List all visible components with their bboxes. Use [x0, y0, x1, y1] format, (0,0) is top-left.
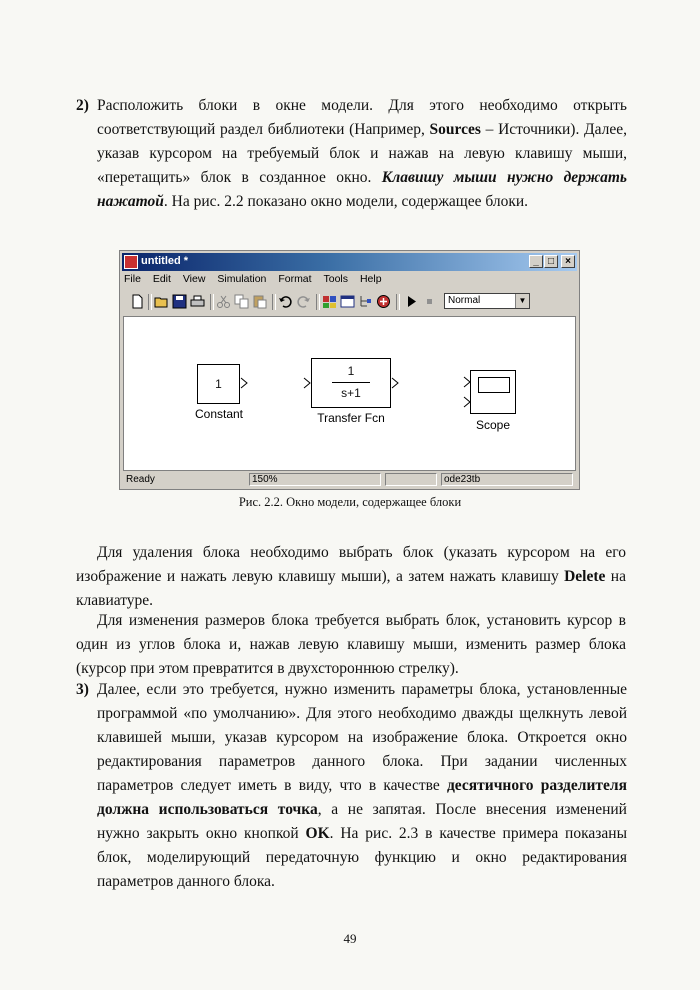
menu-file[interactable]: File	[124, 273, 141, 285]
print-icon[interactable]	[190, 294, 205, 309]
stop-icon[interactable]	[422, 294, 437, 309]
close-button[interactable]: ×	[561, 255, 575, 268]
text-bold: Delete	[564, 568, 606, 585]
debug-icon[interactable]	[376, 294, 391, 309]
run-icon[interactable]	[404, 294, 419, 309]
constant-block[interactable]	[197, 364, 240, 404]
minimize-button[interactable]: _	[529, 255, 543, 268]
menu-simulation[interactable]: Simulation	[217, 273, 267, 285]
toolbar	[124, 291, 575, 313]
transfer-fcn-label: Transfer Fcn	[317, 411, 385, 425]
undo-icon[interactable]	[278, 294, 293, 309]
menu-bar	[124, 273, 391, 289]
status-state: Ready	[126, 474, 155, 485]
figure-caption: Рис. 2.2. Окно модели, содержащее блоки	[238, 495, 462, 509]
title-bar[interactable]	[122, 253, 577, 271]
text-run: , а не запятая. После внесения изменений нужно закрыть окно кнопкой	[97, 801, 627, 842]
text-run: на клавиатуре.	[76, 568, 626, 609]
status-empty	[385, 473, 437, 486]
toolbar-separator	[148, 294, 152, 310]
text-run: Для удаления блока необходимо выбрать блок (указать курсором на его изображение и нажать левую клавишу мыши), а затем нажать клавишу	[76, 544, 626, 585]
menu-format[interactable]: Format	[278, 273, 312, 285]
model-canvas[interactable]	[123, 316, 576, 471]
paragraph-delete	[76, 541, 626, 613]
save-icon[interactable]	[172, 294, 187, 309]
open-icon[interactable]	[154, 294, 169, 309]
cut-icon[interactable]	[216, 294, 231, 309]
simulink-model-window	[119, 250, 580, 490]
toolbar-separator	[210, 294, 214, 310]
toolbar-separator	[396, 294, 400, 310]
constant-label: Constant	[194, 407, 244, 421]
copy-icon[interactable]	[234, 294, 249, 309]
list-number: 3)	[76, 681, 89, 698]
text-bold: OK	[305, 825, 330, 842]
menu-edit[interactable]: Edit	[152, 273, 171, 285]
menu-tools[interactable]: Tools	[323, 273, 349, 285]
hierarchy-icon[interactable]	[358, 294, 373, 309]
scope-label: Scope	[475, 418, 511, 432]
list-item-text	[97, 94, 627, 214]
text-run: Далее, если это требуется, нужно изменить параметры блока, установленные программой «по умолчанию». Для этого необходимо дважды щелкнуть левой клавишей мыши, указав курсором на изображение блока. Откроется окно редактирования параметров данного блока. При задании численных параметров следует иметь в виду, что в качестве	[97, 681, 627, 794]
status-zoom: 150%	[249, 473, 381, 486]
transfer-fcn-block[interactable]	[311, 358, 391, 408]
chevron-down-icon[interactable]: ▼	[515, 294, 529, 308]
page-number: 49	[343, 931, 357, 946]
library-browser-icon[interactable]	[322, 294, 337, 309]
text-run: . На рис. 2.3 в качестве примера показаны блок, моделирующий передаточную функцию и окно редактирования параметров данного блока.	[97, 825, 627, 890]
status-solver: ode23tb	[441, 473, 573, 486]
constant-value: 1	[215, 377, 222, 391]
list-number: 2)	[76, 97, 89, 114]
fraction-line	[332, 382, 370, 383]
output-port-icon[interactable]	[240, 377, 248, 389]
paste-icon[interactable]	[252, 294, 267, 309]
input-port-icon[interactable]	[303, 377, 311, 389]
simulation-mode-value: Normal	[448, 295, 481, 306]
window-title: untitled *	[141, 255, 189, 267]
toolbar-separator	[316, 294, 320, 310]
list-item-text	[97, 678, 627, 894]
simulation-mode-select[interactable]	[444, 293, 530, 309]
output-port-icon[interactable]	[391, 377, 399, 389]
toolbar-separator	[272, 294, 276, 310]
model-explorer-icon[interactable]	[340, 294, 355, 309]
menu-help[interactable]: Help	[359, 273, 382, 285]
text-run: . На рис. 2.2 показано окно модели, содержащее блоки.	[163, 193, 529, 210]
tf-numerator: 1	[347, 364, 355, 378]
menu-view[interactable]: View	[182, 273, 206, 285]
maximize-button[interactable]: □	[544, 255, 558, 268]
text-emphasis: Клавишу мыши нужно держать нажатой	[97, 169, 627, 210]
scope-screen-icon	[478, 377, 510, 393]
text-run: Расположить блоки в окне модели. Для этого необходимо открыть соответствующий раздел библиотеки (Например,	[97, 97, 627, 138]
text-run: – Источники). Далее, указав курсором на требуемый блок и нажав на левую клавишу мыши, «перетащить» блок в созданное окно.	[97, 121, 627, 186]
text-bold: Sources	[429, 121, 481, 138]
text-bold: десятичного разделителя должна использоваться точка	[97, 777, 627, 818]
redo-icon[interactable]	[296, 294, 311, 309]
app-icon	[124, 255, 138, 269]
tf-denominator: s+1	[341, 386, 361, 400]
scope-block[interactable]	[470, 370, 516, 414]
new-icon[interactable]	[130, 294, 145, 309]
paragraph-resize: Для изменения размеров блока требуется выбрать блок, установить курсор в один из углов блока и, нажав левую клавишу мыши, изменить размер блока (курсор при этом превратится в двухстороннюю стрелку).	[76, 612, 626, 677]
status-bar	[123, 473, 576, 487]
